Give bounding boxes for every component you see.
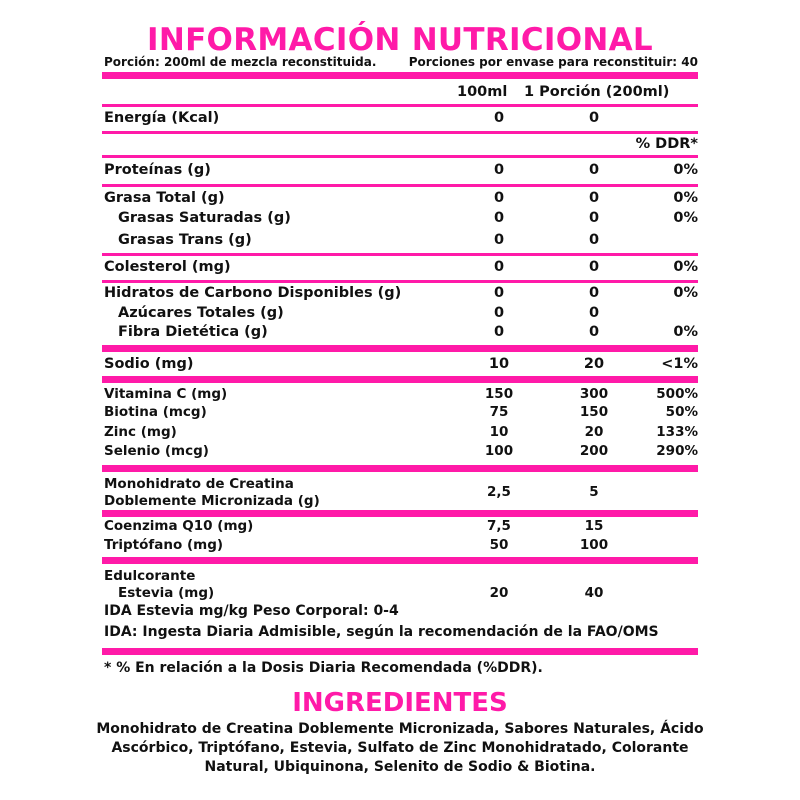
divider <box>102 184 698 187</box>
value-portion: 0 <box>588 305 600 321</box>
value-100ml: 0 <box>493 285 505 301</box>
value-portion: 100 <box>579 537 609 553</box>
table-row <box>104 484 698 503</box>
row-label: Doblemente Micronizada (g) <box>104 493 320 509</box>
row-label: Azúcares Totales (g) <box>118 305 284 321</box>
row-label: Selenio (mcg) <box>104 443 209 459</box>
value-ddr: 0% <box>673 210 698 226</box>
header-100ml: 100ml <box>457 84 508 100</box>
value-ddr: 0% <box>673 259 698 275</box>
row-label: Edulcorante <box>104 568 196 584</box>
value-100ml: 10 <box>488 356 510 372</box>
ida-stevia-note: IDA Estevia mg/kg Peso Corporal: 0-4 <box>104 603 399 619</box>
divider <box>102 557 698 564</box>
ddr-header-row <box>104 136 698 155</box>
value-100ml: 10 <box>489 424 509 440</box>
ida-definition-note: IDA: Ingesta Diaria Admisible, según la recomendación de la FAO/OMS <box>104 624 659 640</box>
column-header-row <box>104 84 698 103</box>
value-portion: 0 <box>588 162 600 178</box>
row-label: Biotina (mcg) <box>104 404 207 420</box>
value-100ml: 100 <box>484 443 514 459</box>
value-100ml: 0 <box>493 210 505 226</box>
row-label: Triptófano (mg) <box>104 537 224 553</box>
table-row <box>104 305 698 324</box>
value-ddr: 290% <box>656 443 698 459</box>
value-ddr: 0% <box>673 190 698 206</box>
value-ddr: <1% <box>661 356 698 372</box>
value-portion: 15 <box>584 518 604 534</box>
portion-size: Porción: 200ml de mezcla reconstituida. <box>104 55 377 69</box>
value-ddr: 0% <box>673 162 698 178</box>
value-portion: 5 <box>589 484 599 500</box>
row-label: Grasas Saturadas (g) <box>118 210 291 226</box>
table-row <box>104 537 698 556</box>
table-row <box>104 259 698 278</box>
row-label: Estevia (mg) <box>118 585 215 601</box>
table-row <box>104 232 698 251</box>
value-100ml: 150 <box>484 386 514 402</box>
divider <box>102 345 698 352</box>
value-portion: 20 <box>584 424 604 440</box>
value-ddr: 0% <box>673 285 698 301</box>
value-100ml: 0 <box>493 232 505 248</box>
value-portion: 20 <box>583 356 605 372</box>
table-row <box>104 324 698 343</box>
ddr-footnote: * % En relación a la Dosis Diaria Recomendada (%DDR). <box>104 660 543 676</box>
value-ddr: 500% <box>656 386 698 402</box>
value-portion: 200 <box>579 443 609 459</box>
value-portion: 40 <box>584 585 604 601</box>
value-100ml: 75 <box>489 404 509 420</box>
value-100ml: 7,5 <box>487 518 511 534</box>
value-100ml: 0 <box>493 190 505 206</box>
header-portion: 1 Porción (200ml) <box>524 84 670 100</box>
value-ddr: 133% <box>656 424 698 440</box>
row-label: Monohidrato de Creatina <box>104 476 294 492</box>
table-row <box>104 424 698 443</box>
table-row <box>104 518 698 537</box>
value-100ml: 50 <box>489 537 509 553</box>
table-row <box>104 162 698 181</box>
ingredients-text: Monohidrato de Creatina Doblemente Micronizada, Sabores Naturales, Ácido Ascórbico, Triptófano, Estevia, Sulfato de Zinc Monohidratado, Colorante Natural, Ubiquinona, Selenito de Sodio & Biotina. <box>96 721 704 775</box>
divider <box>102 465 698 472</box>
row-label: Coenzima Q10 (mg) <box>104 518 254 534</box>
value-100ml: 20 <box>489 585 509 601</box>
divider <box>102 280 698 283</box>
row-label: Proteínas (g) <box>104 162 211 178</box>
table-row <box>104 404 698 423</box>
row-label: Grasas Trans (g) <box>118 232 252 248</box>
row-label: Fibra Dietética (g) <box>118 324 268 340</box>
nutrition-title: INFORMACIÓN NUTRICIONAL <box>147 22 653 58</box>
value-portion: 0 <box>588 259 600 275</box>
ingredients-title: INGREDIENTES <box>292 688 508 718</box>
table-row <box>104 585 698 604</box>
table-row <box>104 285 698 304</box>
row-label: Hidratos de Carbono Disponibles (g) <box>104 285 402 301</box>
value-100ml: 0 <box>493 162 505 178</box>
row-label: Vitamina C (mg) <box>104 386 228 402</box>
row-label: Sodio (mg) <box>104 356 194 372</box>
value-100ml: 2,5 <box>487 484 511 500</box>
header-ddr: % DDR* <box>635 136 698 152</box>
table-row <box>104 356 698 375</box>
divider <box>102 72 698 79</box>
table-row <box>104 110 698 129</box>
row-label: Colesterol (mg) <box>104 259 231 275</box>
divider <box>102 155 698 158</box>
divider <box>102 131 698 134</box>
divider <box>102 253 698 256</box>
value-100ml: 0 <box>493 305 505 321</box>
value-portion: 150 <box>579 404 609 420</box>
value-portion: 0 <box>588 232 600 248</box>
row-label: Grasa Total (g) <box>104 190 225 206</box>
portions-per-pack: Porciones por envase para reconstituir: 40 <box>408 55 698 69</box>
value-ddr: 50% <box>665 404 698 420</box>
value-ddr: 0% <box>673 324 698 340</box>
value-100ml: 0 <box>493 110 505 126</box>
table-row <box>104 386 698 405</box>
value-portion: 0 <box>588 324 600 340</box>
divider <box>102 510 698 517</box>
row-label: Energía (Kcal) <box>104 110 220 126</box>
divider <box>102 648 698 655</box>
value-portion: 0 <box>588 110 600 126</box>
value-portion: 300 <box>579 386 609 402</box>
value-portion: 0 <box>588 285 600 301</box>
table-row <box>104 210 698 229</box>
value-portion: 0 <box>588 190 600 206</box>
portion-info <box>104 55 698 69</box>
value-100ml: 0 <box>493 324 505 340</box>
table-row <box>104 443 698 462</box>
table-row <box>104 190 698 209</box>
divider <box>102 104 698 107</box>
divider <box>102 376 698 383</box>
value-portion: 0 <box>588 210 600 226</box>
row-label: Zinc (mg) <box>104 424 177 440</box>
value-100ml: 0 <box>493 259 505 275</box>
